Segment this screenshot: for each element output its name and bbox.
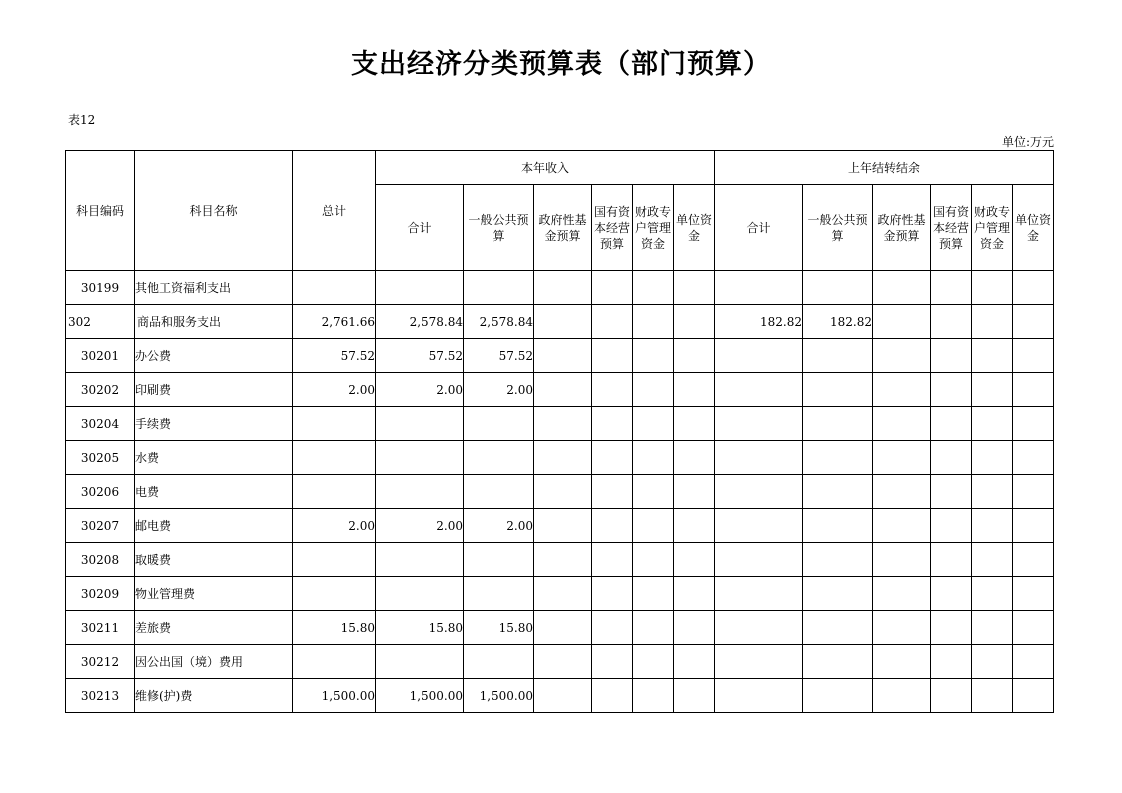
row-value [873, 407, 931, 441]
row-code: 30199 [66, 271, 135, 305]
row-value [633, 441, 674, 475]
row-value [972, 475, 1013, 509]
header-sub: 单位资金 [674, 185, 715, 271]
row-value [674, 271, 715, 305]
row-value [464, 441, 534, 475]
row-value [534, 441, 592, 475]
row-value [674, 645, 715, 679]
row-code: 30208 [66, 543, 135, 577]
row-value [803, 509, 873, 543]
row-value [674, 475, 715, 509]
row-value: 57.52 [464, 339, 534, 373]
row-value [592, 577, 633, 611]
row-value [931, 679, 972, 713]
row-value [715, 509, 803, 543]
header-sub: 一般公共预算 [464, 185, 534, 271]
row-value [972, 509, 1013, 543]
header-sub: 财政专户管理资金 [972, 185, 1013, 271]
row-value [715, 339, 803, 373]
row-value [931, 577, 972, 611]
row-value [592, 679, 633, 713]
row-value [633, 475, 674, 509]
row-value [931, 543, 972, 577]
header-sub: 政府性基金预算 [873, 185, 931, 271]
row-name: 办公费 [135, 339, 293, 373]
row-value [1013, 373, 1054, 407]
row-value [592, 407, 633, 441]
row-value [931, 373, 972, 407]
row-value [674, 305, 715, 339]
row-value [931, 645, 972, 679]
row-value [534, 543, 592, 577]
row-value [534, 475, 592, 509]
row-value [633, 543, 674, 577]
header-sub: 政府性基金预算 [534, 185, 592, 271]
row-value [803, 679, 873, 713]
row-name: 取暖费 [135, 543, 293, 577]
row-name: 水费 [135, 441, 293, 475]
row-code: 30207 [66, 509, 135, 543]
row-value [803, 407, 873, 441]
row-value [803, 611, 873, 645]
table-row [66, 441, 1054, 475]
row-value [715, 577, 803, 611]
row-name: 电费 [135, 475, 293, 509]
row-value: 2,578.84 [464, 305, 534, 339]
row-value [376, 441, 464, 475]
row-value [633, 373, 674, 407]
row-value [931, 271, 972, 305]
row-value [376, 543, 464, 577]
header-group-current: 本年收入 [376, 151, 715, 185]
row-value [1013, 441, 1054, 475]
row-value [633, 339, 674, 373]
row-value [293, 271, 376, 305]
row-value [592, 271, 633, 305]
row-value [633, 645, 674, 679]
row-value [376, 271, 464, 305]
row-value [715, 475, 803, 509]
row-value [873, 611, 931, 645]
row-value [674, 339, 715, 373]
row-value [803, 543, 873, 577]
page-title: 支出经济分类预算表（部门预算） [351, 49, 771, 80]
row-value [715, 441, 803, 475]
row-value [592, 543, 633, 577]
row-value [972, 611, 1013, 645]
row-value: 2.00 [464, 373, 534, 407]
row-value [674, 679, 715, 713]
row-name: 印刷费 [135, 373, 293, 407]
table-row [66, 339, 1054, 373]
header-total: 总计 [293, 151, 376, 271]
row-value [715, 407, 803, 441]
row-value: 57.52 [293, 339, 376, 373]
row-value [633, 407, 674, 441]
row-value [972, 543, 1013, 577]
row-value [972, 305, 1013, 339]
row-value [873, 475, 931, 509]
row-value [972, 373, 1013, 407]
header-sub: 合计 [376, 185, 464, 271]
row-value [592, 475, 633, 509]
row-value [972, 407, 1013, 441]
row-value: 182.82 [715, 305, 803, 339]
row-value [803, 577, 873, 611]
row-value [1013, 509, 1054, 543]
row-value [293, 441, 376, 475]
row-name: 差旅费 [135, 611, 293, 645]
row-value [592, 509, 633, 543]
row-value [1013, 407, 1054, 441]
row-code: 30204 [66, 407, 135, 441]
row-value [534, 271, 592, 305]
row-name: 物业管理费 [135, 577, 293, 611]
row-value [715, 373, 803, 407]
row-value: 15.80 [376, 611, 464, 645]
row-value [972, 577, 1013, 611]
row-value [534, 305, 592, 339]
row-value [534, 339, 592, 373]
header-sub: 合计 [715, 185, 803, 271]
row-value [464, 645, 534, 679]
row-value [803, 475, 873, 509]
row-value: 1,500.00 [464, 679, 534, 713]
table-number: 表12 [68, 113, 96, 127]
table-row [66, 271, 1054, 305]
row-code: 30206 [66, 475, 135, 509]
row-value: 57.52 [376, 339, 464, 373]
table-header [66, 151, 1054, 271]
row-value [972, 271, 1013, 305]
row-value [803, 441, 873, 475]
table-row [66, 509, 1054, 543]
row-value [464, 543, 534, 577]
row-value [972, 339, 1013, 373]
row-code: 30201 [66, 339, 135, 373]
header-sub: 国有资本经营预算 [931, 185, 972, 271]
row-value [803, 271, 873, 305]
row-value [534, 645, 592, 679]
row-value [873, 339, 931, 373]
table-row [66, 407, 1054, 441]
table-row [66, 611, 1054, 645]
row-name: 其他工资福利支出 [135, 271, 293, 305]
row-value [931, 475, 972, 509]
row-value [674, 373, 715, 407]
row-value [293, 475, 376, 509]
row-value [534, 679, 592, 713]
row-value: 2,761.66 [293, 305, 376, 339]
row-value [1013, 611, 1054, 645]
row-value: 2.00 [293, 509, 376, 543]
row-value [873, 441, 931, 475]
row-code: 30213 [66, 679, 135, 713]
row-code: 30212 [66, 645, 135, 679]
unit-label: 单位:万元 [1001, 135, 1054, 149]
row-value [803, 645, 873, 679]
row-value [873, 373, 931, 407]
row-value [534, 577, 592, 611]
row-value [633, 509, 674, 543]
row-value [873, 305, 931, 339]
row-value [293, 645, 376, 679]
row-value: 2,578.84 [376, 305, 464, 339]
row-name: 商品和服务支出 [135, 305, 293, 339]
row-value [674, 611, 715, 645]
header-group-prior: 上年结转结余 [715, 151, 1054, 185]
row-value [464, 577, 534, 611]
row-value [873, 509, 931, 543]
row-value [633, 679, 674, 713]
row-value: 2.00 [464, 509, 534, 543]
row-value [1013, 577, 1054, 611]
table-row [66, 305, 1054, 339]
row-value [873, 543, 931, 577]
row-value [972, 645, 1013, 679]
row-code: 30205 [66, 441, 135, 475]
row-value [715, 611, 803, 645]
row-value [534, 373, 592, 407]
row-value [376, 645, 464, 679]
row-value [873, 577, 931, 611]
row-value [674, 407, 715, 441]
row-value [633, 305, 674, 339]
header-sub: 一般公共预算 [803, 185, 873, 271]
row-value [674, 577, 715, 611]
header-code: 科目编码 [66, 151, 135, 271]
row-value [464, 407, 534, 441]
row-value [534, 509, 592, 543]
row-value [376, 577, 464, 611]
table-row [66, 679, 1054, 713]
row-value [931, 509, 972, 543]
row-value [293, 407, 376, 441]
row-value [293, 577, 376, 611]
row-value: 2.00 [293, 373, 376, 407]
row-value [674, 543, 715, 577]
table-row [66, 475, 1054, 509]
header-sub: 单位资金 [1013, 185, 1054, 271]
row-value [972, 441, 1013, 475]
row-value [873, 271, 931, 305]
row-value [633, 271, 674, 305]
row-value [376, 407, 464, 441]
row-value: 2.00 [376, 373, 464, 407]
row-value: 182.82 [803, 305, 873, 339]
row-value [376, 475, 464, 509]
row-code: 30202 [66, 373, 135, 407]
row-code: 30209 [66, 577, 135, 611]
row-value [592, 305, 633, 339]
table-row [66, 543, 1054, 577]
row-value [931, 611, 972, 645]
row-value [1013, 475, 1054, 509]
budget-table [65, 150, 1054, 713]
row-value [873, 645, 931, 679]
row-value [1013, 645, 1054, 679]
table-body [66, 271, 1054, 713]
row-value [1013, 305, 1054, 339]
row-value [715, 645, 803, 679]
row-value [1013, 679, 1054, 713]
row-value [972, 679, 1013, 713]
table-row [66, 645, 1054, 679]
row-value [592, 441, 633, 475]
row-value [1013, 339, 1054, 373]
row-value [715, 271, 803, 305]
row-value [464, 475, 534, 509]
row-value [674, 441, 715, 475]
row-value [1013, 271, 1054, 305]
row-value [633, 577, 674, 611]
row-value [1013, 543, 1054, 577]
row-name: 手续费 [135, 407, 293, 441]
row-value [715, 543, 803, 577]
row-value [534, 611, 592, 645]
row-value [592, 373, 633, 407]
row-value: 15.80 [293, 611, 376, 645]
row-value: 1,500.00 [376, 679, 464, 713]
row-code: 302 [66, 305, 135, 339]
row-name: 维修(护)费 [135, 679, 293, 713]
row-value [931, 305, 972, 339]
table-row [66, 373, 1054, 407]
row-name: 邮电费 [135, 509, 293, 543]
row-value [803, 339, 873, 373]
row-code: 30211 [66, 611, 135, 645]
row-value: 15.80 [464, 611, 534, 645]
row-value: 1,500.00 [293, 679, 376, 713]
row-value [633, 611, 674, 645]
row-value [931, 339, 972, 373]
table-row [66, 577, 1054, 611]
row-value [464, 271, 534, 305]
row-value [293, 543, 376, 577]
row-value [931, 441, 972, 475]
row-value [715, 679, 803, 713]
row-value [592, 339, 633, 373]
row-value [592, 645, 633, 679]
header-name: 科目名称 [135, 151, 293, 271]
header-sub: 财政专户管理资金 [633, 185, 674, 271]
row-value [592, 611, 633, 645]
row-value [803, 373, 873, 407]
row-value [931, 407, 972, 441]
row-value [674, 509, 715, 543]
row-value: 2.00 [376, 509, 464, 543]
row-name: 因公出国（境）费用 [135, 645, 293, 679]
header-sub: 国有资本经营预算 [592, 185, 633, 271]
row-value [873, 679, 931, 713]
row-value [534, 407, 592, 441]
